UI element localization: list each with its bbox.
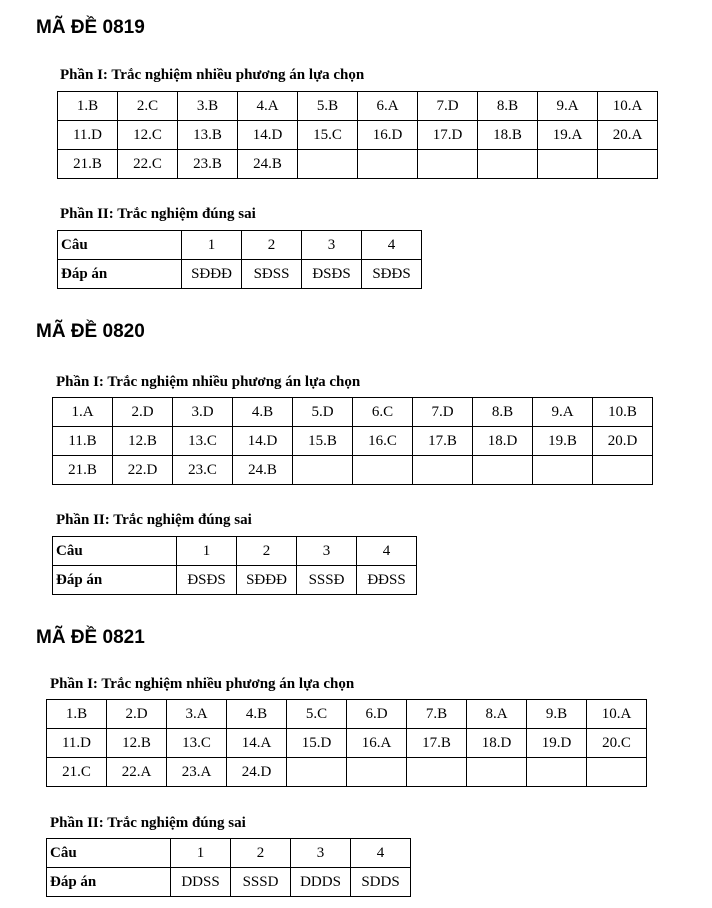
table-row: [47, 839, 411, 868]
table-row: [58, 92, 658, 121]
answer-cell: 16.D: [358, 121, 418, 150]
question-number-cell: 3: [297, 537, 357, 566]
answer-cell: [598, 150, 658, 179]
answer-cell: 10.B: [593, 398, 653, 427]
answer-cell: 7.B: [407, 700, 467, 729]
answer-cell: [587, 758, 647, 787]
answer-cell: 21.B: [53, 456, 113, 485]
answer-cell: 17.B: [407, 729, 467, 758]
answer-cell: SDDS: [351, 868, 411, 897]
part1-title: Phần I: Trắc nghiệm nhiều phương án lựa chọn: [50, 676, 355, 692]
answer-cell: [467, 758, 527, 787]
answer-cell: 22.A: [107, 758, 167, 787]
part1-answer-table: [52, 397, 653, 485]
question-number-cell: 1: [177, 537, 237, 566]
answer-cell: 8.B: [478, 92, 538, 121]
answer-cell: 5.C: [287, 700, 347, 729]
question-number-cell: 2: [237, 537, 297, 566]
answer-cell: SĐSS: [242, 260, 302, 289]
answer-cell: 24.B: [233, 456, 293, 485]
answer-cell: 13.C: [167, 729, 227, 758]
answer-header-label: Đáp án: [47, 868, 171, 897]
answer-cell: 17.D: [418, 121, 478, 150]
question-number-cell: 2: [242, 231, 302, 260]
answer-cell: 2.D: [107, 700, 167, 729]
question-number-cell: 3: [302, 231, 362, 260]
part2-answer-table: [46, 838, 411, 897]
table-row: [47, 729, 647, 758]
answer-cell: 3.D: [173, 398, 233, 427]
answer-cell: [538, 150, 598, 179]
answer-cell: SĐĐS: [362, 260, 422, 289]
answer-cell: [527, 758, 587, 787]
part2-title: Phần II: Trắc nghiệm đúng sai: [56, 512, 252, 528]
answer-cell: 9.A: [533, 398, 593, 427]
answer-cell: 11.D: [47, 729, 107, 758]
answer-cell: 13.B: [178, 121, 238, 150]
part2-title: Phần II: Trắc nghiệm đúng sai: [60, 206, 256, 222]
answer-cell: [473, 456, 533, 485]
answer-cell: [353, 456, 413, 485]
answer-cell: ĐSĐS: [177, 566, 237, 595]
part1-answer-table: [46, 699, 647, 787]
answer-cell: 19.A: [538, 121, 598, 150]
answer-cell: 14.D: [238, 121, 298, 150]
answer-cell: DDSS: [171, 868, 231, 897]
answer-header-label: Đáp án: [53, 566, 177, 595]
answer-cell: [413, 456, 473, 485]
answer-cell: 14.D: [233, 427, 293, 456]
answer-cell: 4.B: [233, 398, 293, 427]
answer-cell: 16.A: [347, 729, 407, 758]
answer-cell: 11.D: [58, 121, 118, 150]
question-header-label: Câu: [53, 537, 177, 566]
answer-cell: 23.B: [178, 150, 238, 179]
answer-cell: 18.D: [473, 427, 533, 456]
answer-cell: [293, 456, 353, 485]
answer-cell: [407, 758, 467, 787]
answer-cell: 22.D: [113, 456, 173, 485]
question-number-cell: 1: [182, 231, 242, 260]
answer-cell: 15.C: [298, 121, 358, 150]
answer-cell: 24.B: [238, 150, 298, 179]
answer-cell: 19.D: [527, 729, 587, 758]
question-number-cell: 4: [357, 537, 417, 566]
answer-cell: [478, 150, 538, 179]
answer-cell: ĐĐSS: [357, 566, 417, 595]
answer-cell: 12.B: [113, 427, 173, 456]
answer-cell: 7.D: [413, 398, 473, 427]
table-row: [58, 231, 422, 260]
answer-cell: SĐĐĐ: [237, 566, 297, 595]
answer-cell: 3.A: [167, 700, 227, 729]
answer-cell: 16.C: [353, 427, 413, 456]
answer-cell: 8.B: [473, 398, 533, 427]
answer-cell: SĐĐĐ: [182, 260, 242, 289]
answer-cell: 24.D: [227, 758, 287, 787]
answer-cell: [287, 758, 347, 787]
answer-cell: 2.D: [113, 398, 173, 427]
table-row: [47, 700, 647, 729]
answer-cell: [358, 150, 418, 179]
question-number-cell: 3: [291, 839, 351, 868]
answer-cell: 1.B: [47, 700, 107, 729]
answer-cell: 4.B: [227, 700, 287, 729]
exam-code-title: MÃ ĐỀ 0821: [36, 627, 145, 648]
answer-cell: 9.B: [527, 700, 587, 729]
answer-cell: 2.C: [118, 92, 178, 121]
answer-cell: 1.B: [58, 92, 118, 121]
answer-cell: 15.D: [287, 729, 347, 758]
answer-cell: 18.B: [478, 121, 538, 150]
answer-cell: 14.A: [227, 729, 287, 758]
answer-cell: 10.A: [598, 92, 658, 121]
exam-code-title: MÃ ĐỀ 0820: [36, 321, 145, 342]
answer-cell: 20.D: [593, 427, 653, 456]
table-row: [53, 427, 653, 456]
exam-code-title: MÃ ĐỀ 0819: [36, 17, 145, 38]
part2-answer-table: [57, 230, 422, 289]
answer-cell: 7.D: [418, 92, 478, 121]
answer-cell: [418, 150, 478, 179]
answer-cell: 21.C: [47, 758, 107, 787]
table-row: [53, 398, 653, 427]
answer-cell: 19.B: [533, 427, 593, 456]
answer-cell: ĐSĐS: [302, 260, 362, 289]
question-number-cell: 4: [362, 231, 422, 260]
answer-cell: 10.A: [587, 700, 647, 729]
question-header-label: Câu: [58, 231, 182, 260]
answer-cell: 5.D: [293, 398, 353, 427]
answer-cell: SSSĐ: [297, 566, 357, 595]
table-row: [58, 260, 422, 289]
answer-cell: [533, 456, 593, 485]
answer-cell: 15.B: [293, 427, 353, 456]
question-header-label: Câu: [47, 839, 171, 868]
answer-cell: 5.B: [298, 92, 358, 121]
answer-cell: 17.B: [413, 427, 473, 456]
table-row: [47, 868, 411, 897]
answer-cell: 23.C: [173, 456, 233, 485]
answer-cell: 1.A: [53, 398, 113, 427]
table-row: [53, 537, 417, 566]
answer-cell: 20.A: [598, 121, 658, 150]
answer-cell: 8.A: [467, 700, 527, 729]
answer-cell: 11.B: [53, 427, 113, 456]
table-row: [58, 150, 658, 179]
answer-cell: 6.C: [353, 398, 413, 427]
answer-cell: 6.A: [358, 92, 418, 121]
answer-cell: DDDS: [291, 868, 351, 897]
answer-cell: 3.B: [178, 92, 238, 121]
part2-answer-table: [52, 536, 417, 595]
answer-cell: 20.C: [587, 729, 647, 758]
answer-cell: 23.A: [167, 758, 227, 787]
answer-cell: 9.A: [538, 92, 598, 121]
answer-cell: 18.D: [467, 729, 527, 758]
table-row: [53, 566, 417, 595]
part1-title: Phần I: Trắc nghiệm nhiều phương án lựa chọn: [60, 67, 365, 83]
answer-cell: 12.C: [118, 121, 178, 150]
answer-cell: 12.B: [107, 729, 167, 758]
question-number-cell: 4: [351, 839, 411, 868]
answer-cell: 6.D: [347, 700, 407, 729]
answer-header-label: Đáp án: [58, 260, 182, 289]
answer-cell: [593, 456, 653, 485]
table-row: [58, 121, 658, 150]
answer-cell: 21.B: [58, 150, 118, 179]
table-row: [47, 758, 647, 787]
part1-answer-table: [57, 91, 658, 179]
answer-cell: [298, 150, 358, 179]
answer-cell: 13.C: [173, 427, 233, 456]
answer-cell: 22.C: [118, 150, 178, 179]
answer-cell: [347, 758, 407, 787]
answer-cell: 4.A: [238, 92, 298, 121]
table-row: [53, 456, 653, 485]
question-number-cell: 2: [231, 839, 291, 868]
part1-title: Phần I: Trắc nghiệm nhiều phương án lựa chọn: [56, 374, 361, 390]
part2-title: Phần II: Trắc nghiệm đúng sai: [50, 815, 246, 831]
answer-cell: SSSD: [231, 868, 291, 897]
question-number-cell: 1: [171, 839, 231, 868]
